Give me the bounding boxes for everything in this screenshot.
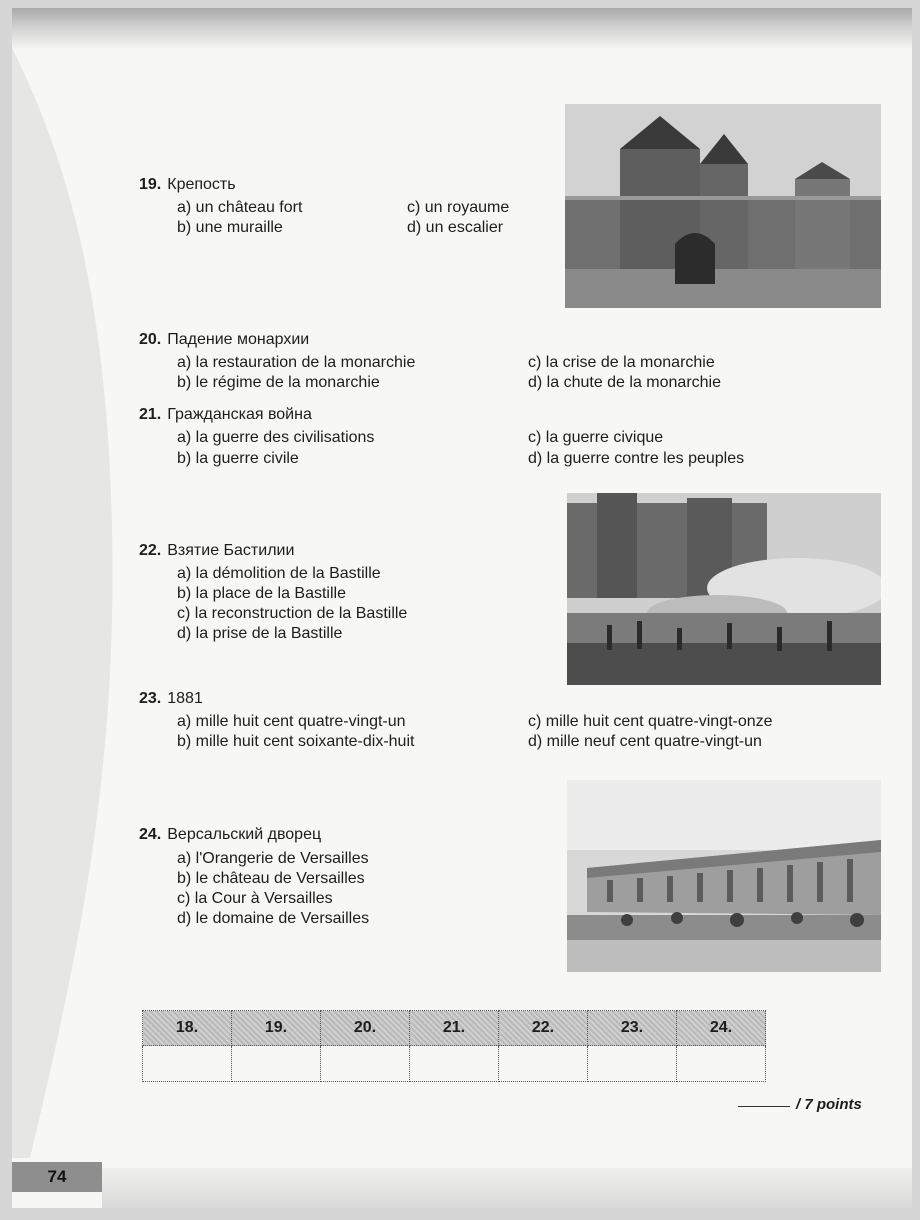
option-c[interactable]: c) la reconstruction de la Bastille (177, 605, 408, 622)
question-prompt: 1881 (167, 690, 203, 707)
answer-header-18: 18. (143, 1011, 232, 1046)
option-a[interactable]: a) un château fort (177, 199, 303, 216)
option-d[interactable]: d) la guerre contre les peuples (528, 450, 745, 467)
question-number: 24. (139, 826, 162, 843)
option-d[interactable]: d) la chute de la monarchie (528, 374, 721, 391)
versailles-palace-photo (567, 780, 881, 972)
score-label: / 7 points (796, 1096, 862, 1113)
option-a[interactable]: a) mille huit cent quatre-vingt-un (177, 713, 406, 730)
option-a[interactable]: a) la démolition de la Bastille (177, 565, 381, 582)
answer-header-20: 20. (321, 1011, 410, 1046)
answer-cell-21[interactable] (410, 1046, 499, 1082)
question-number: 23. (139, 690, 162, 707)
answer-header-22: 22. (499, 1011, 588, 1046)
option-d[interactable]: d) mille neuf cent quatre-vingt-un (528, 733, 762, 750)
question-number: 21. (139, 406, 162, 423)
answer-cell-19[interactable] (232, 1046, 321, 1082)
question-prompt: Крепость (167, 176, 236, 193)
workbook-page (12, 8, 912, 1208)
score-line (738, 1096, 862, 1113)
score-blank[interactable] (738, 1106, 790, 1107)
option-c[interactable]: c) la guerre civique (528, 429, 664, 446)
scan-shadow-bottom (102, 1168, 912, 1208)
option-a[interactable]: a) la restauration de la monarchie (177, 354, 416, 371)
option-b[interactable]: b) mille huit cent soixante-dix-huit (177, 733, 415, 750)
answer-cell-20[interactable] (321, 1046, 410, 1082)
option-a[interactable]: a) l'Orangerie de Versailles (177, 850, 369, 867)
page-number: 74 (12, 1162, 102, 1192)
question-number: 20. (139, 331, 162, 348)
answer-table-row (143, 1046, 766, 1082)
question-prompt: Взятие Бастилии (167, 542, 295, 559)
option-d[interactable]: d) un escalier (407, 219, 504, 236)
option-c[interactable]: c) un royaume (407, 199, 510, 216)
answer-cell-23[interactable] (588, 1046, 677, 1082)
option-b[interactable]: b) le régime de la monarchie (177, 374, 380, 391)
answer-cell-22[interactable] (499, 1046, 588, 1082)
answer-header-19: 19. (232, 1011, 321, 1046)
question-prompt: Версальский дворец (167, 826, 322, 843)
answer-table-header (143, 1011, 766, 1046)
question-prompt: Падение монархии (167, 331, 310, 348)
answer-cell-18[interactable] (143, 1046, 232, 1082)
option-b[interactable]: b) la guerre civile (177, 450, 299, 467)
answer-header-24: 24. (677, 1011, 766, 1046)
answer-cell-24[interactable] (677, 1046, 766, 1082)
question-number: 22. (139, 542, 162, 559)
option-d[interactable]: d) la prise de la Bastille (177, 625, 343, 642)
bastille-storming-engraving (567, 493, 881, 685)
scan-shadow-top (12, 8, 912, 48)
question-number: 19. (139, 176, 162, 193)
option-a[interactable]: a) la guerre des civilisations (177, 429, 375, 446)
answer-header-21: 21. (410, 1011, 499, 1046)
fortress-photo (565, 104, 881, 308)
option-b[interactable]: b) le château de Versailles (177, 870, 365, 887)
option-d[interactable]: d) le domaine de Versailles (177, 910, 370, 927)
option-c[interactable]: c) mille huit cent quatre-vingt-onze (528, 713, 773, 730)
option-b[interactable]: b) une muraille (177, 219, 283, 236)
option-b[interactable]: b) la place de la Bastille (177, 585, 346, 602)
answer-header-23: 23. (588, 1011, 677, 1046)
option-c[interactable]: c) la Cour à Versailles (177, 890, 333, 907)
question-prompt: Гражданская война (167, 406, 312, 423)
answer-table (142, 1010, 766, 1082)
option-c[interactable]: c) la crise de la monarchie (528, 354, 715, 371)
